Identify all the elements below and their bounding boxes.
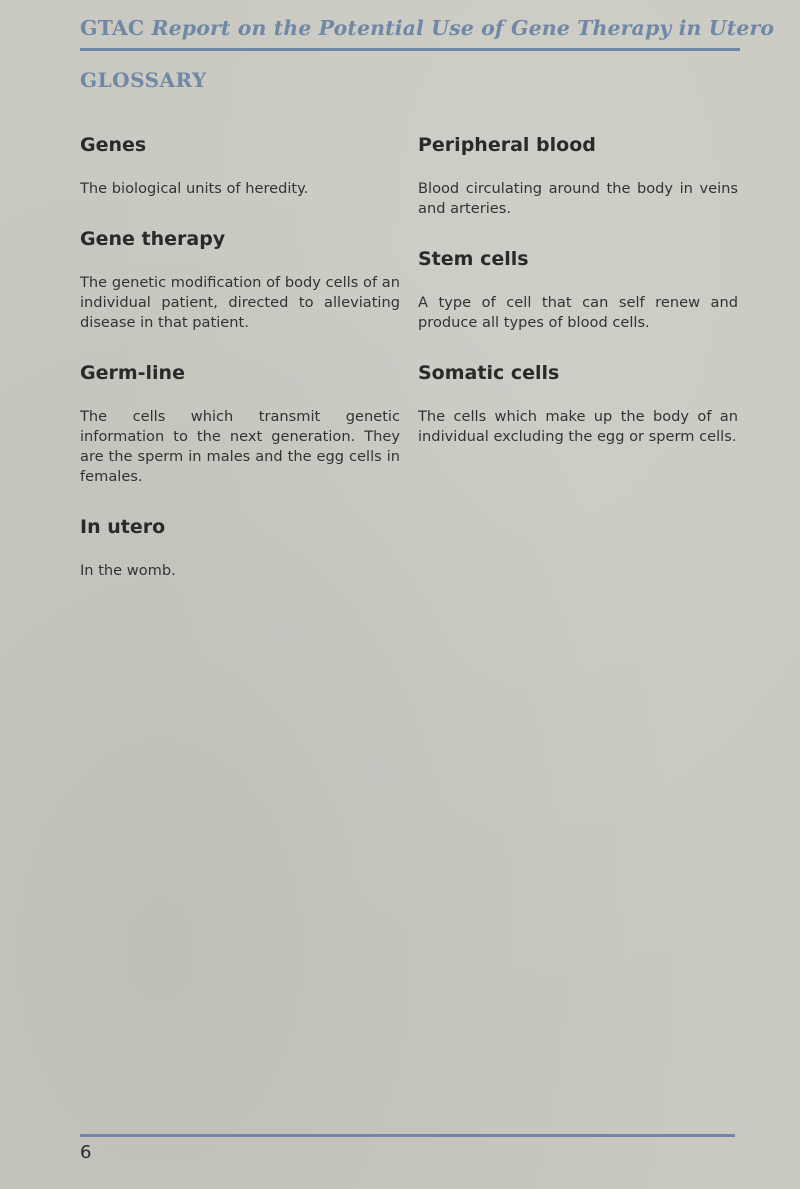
glossary-definition: The cells which transmit genetic information to the next generation. They are the sperm in males and the egg cells in females. <box>80 408 400 485</box>
glossary-definition: In the womb. <box>80 562 176 579</box>
report-title-prefix: GTAC <box>80 16 145 40</box>
glossary-term: Gene therapy <box>80 228 226 250</box>
page-number: 6 <box>80 1142 92 1163</box>
glossary-right-column <box>418 133 738 475</box>
report-title-rest: Report on the Potential Use of Gene Therapy in Utero <box>151 16 775 40</box>
glossary-entry-somatic-cells <box>418 361 738 447</box>
glossary-entry-germ-line <box>80 361 400 487</box>
glossary-term: Peripheral blood <box>418 134 596 156</box>
glossary-term: Germ-line <box>80 362 185 384</box>
glossary-definition: The genetic modification of body cells of an individual patient, directed to alleviating disease in that patient. <box>80 274 400 331</box>
glossary-term: Somatic cells <box>418 362 560 384</box>
glossary-definition: A type of cell that can self renew and produce all types of blood cells. <box>418 294 738 331</box>
glossary-definition: The biological units of heredity. <box>80 180 309 197</box>
header-divider <box>80 48 740 51</box>
glossary-left-column <box>80 133 400 609</box>
glossary-definition: Blood circulating around the body in veins and arteries. <box>418 180 738 217</box>
glossary-entry-peripheral-blood <box>418 133 738 219</box>
glossary-heading: GLOSSARY <box>80 68 207 92</box>
glossary-definition: The cells which make up the body of an individual excluding the egg or sperm cells. <box>418 408 738 445</box>
glossary-entry-gene-therapy <box>80 227 400 333</box>
glossary-entry-genes <box>80 133 400 199</box>
page-header <box>80 16 775 40</box>
glossary-term: In utero <box>80 516 166 538</box>
report-title <box>80 16 775 40</box>
glossary-entry-in-utero <box>80 515 400 581</box>
glossary-term: Genes <box>80 134 147 156</box>
glossary-entry-stem-cells <box>418 247 738 333</box>
footer-divider <box>80 1134 735 1137</box>
glossary-term: Stem cells <box>418 248 529 270</box>
